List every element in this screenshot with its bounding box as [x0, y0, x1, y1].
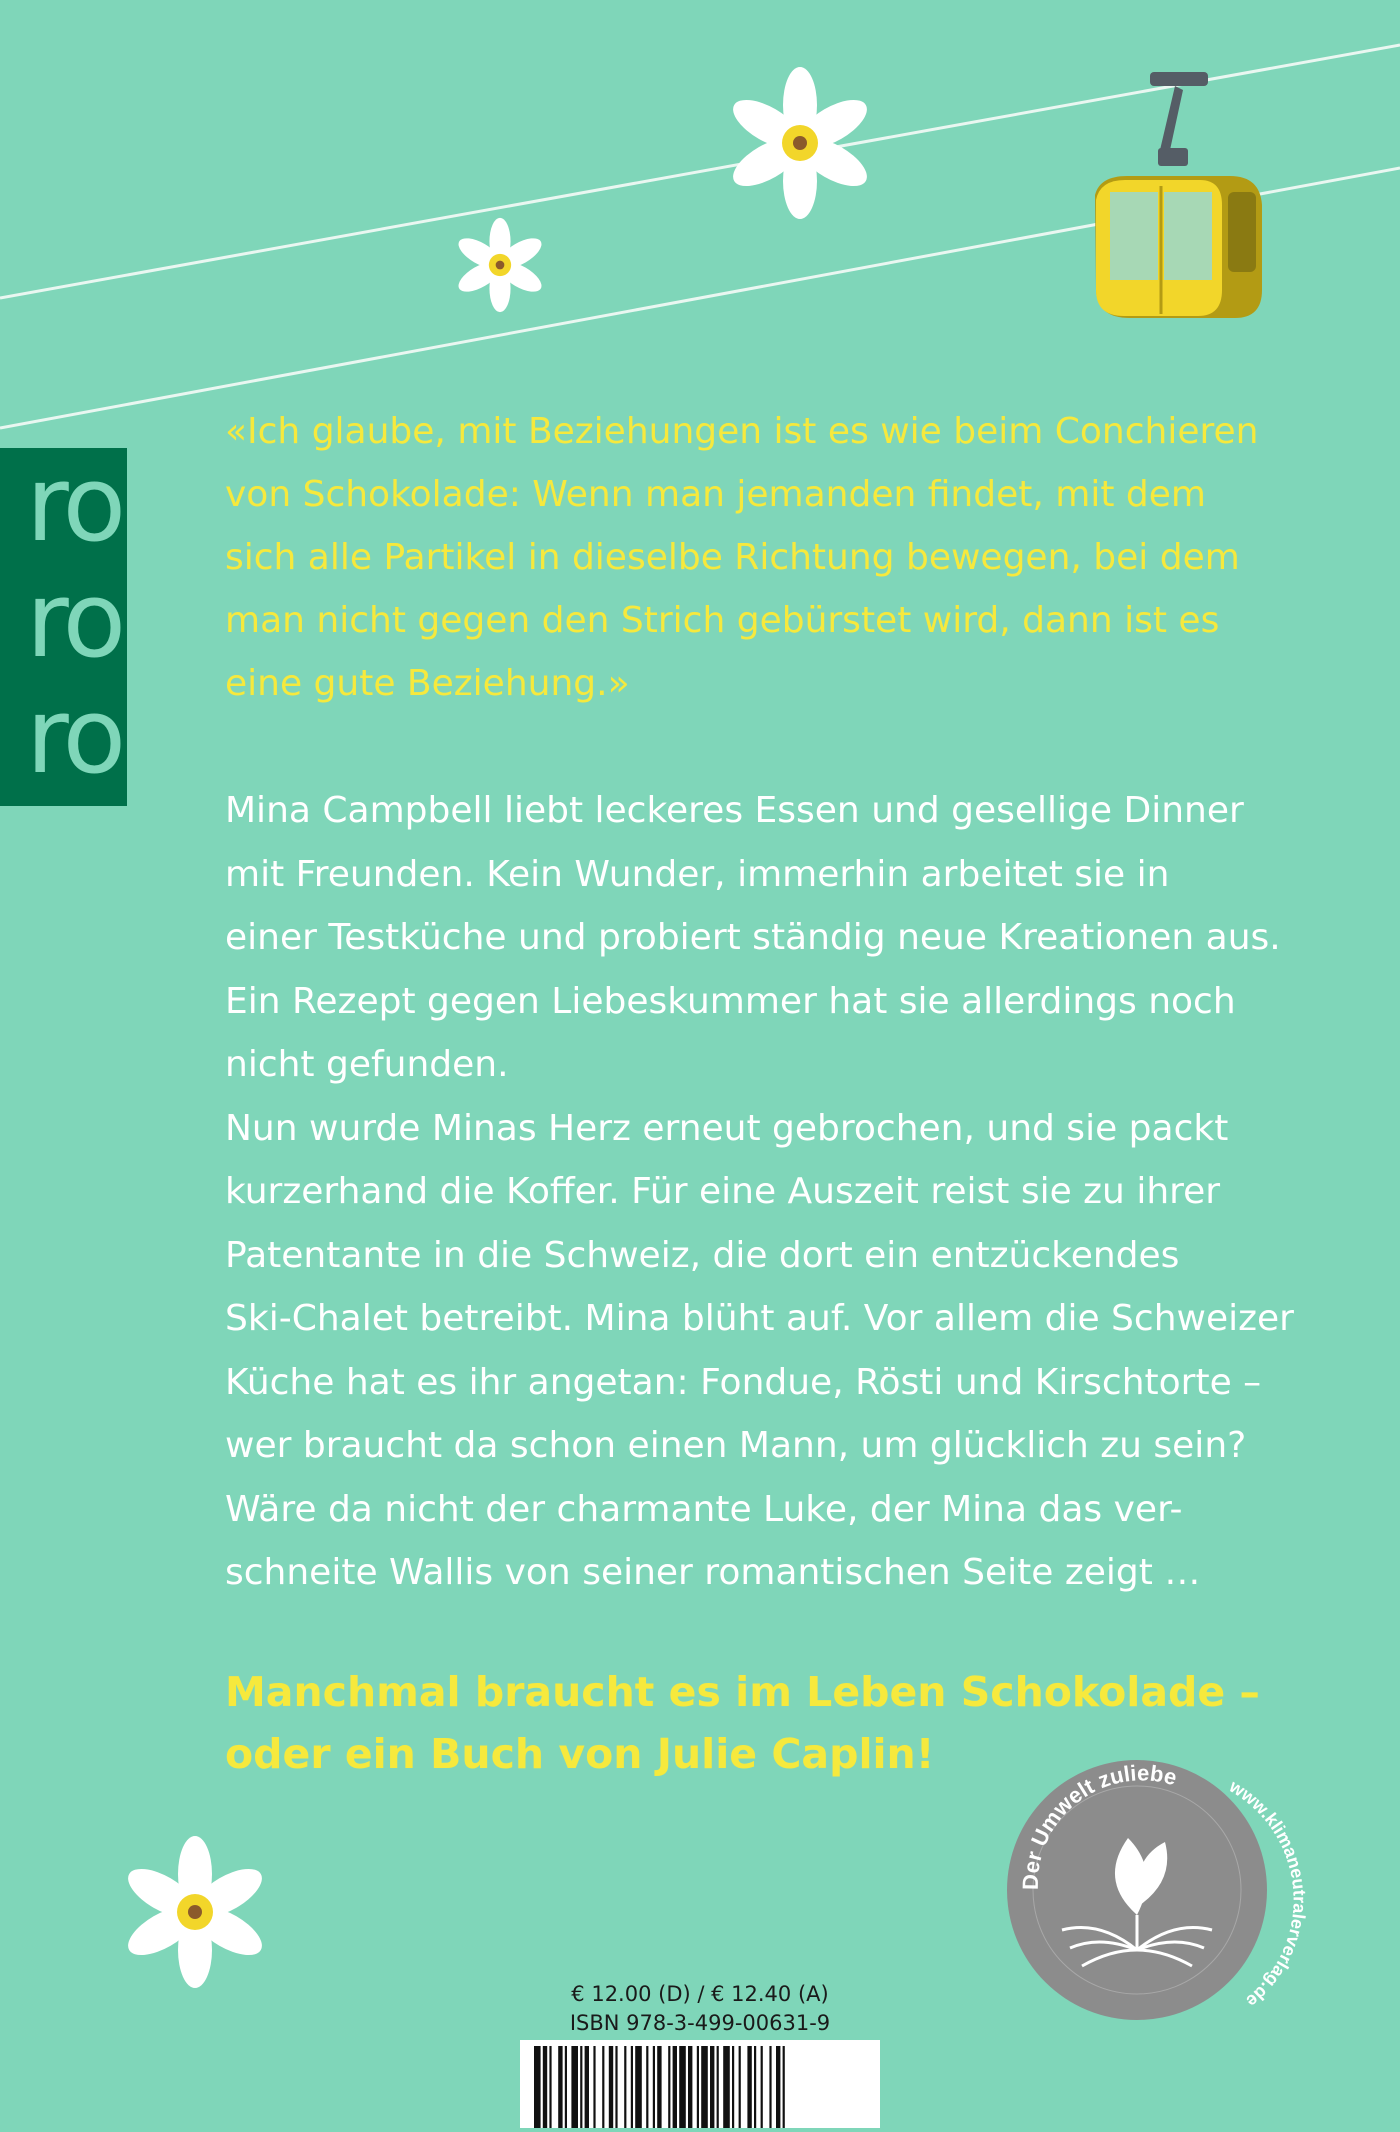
gondola-icon	[1095, 72, 1262, 318]
book-quote	[225, 400, 1335, 715]
eco-seal-url-text: www.klimaneutralerverlag.de	[1225, 1776, 1310, 2012]
quote-line: sich alle Partikel in dieselbe Richtung bewegen, bei dem	[225, 537, 1240, 578]
blurb-line: schneite Wallis von seiner romantischen Seite zeigt …	[225, 1552, 1201, 1593]
tagline-line: Manchmal braucht es im Leben Schokolade –	[225, 1668, 1260, 1716]
blurb-line: Wäre da nicht der charmante Luke, der Mina das ver-	[225, 1488, 1183, 1530]
blurb-line: Nun wurde Minas Herz erneut gebrochen, und sie packt	[225, 1107, 1229, 1149]
eco-seal-top-text: Der Umwelt zuliebe	[1017, 1760, 1180, 1891]
quote-line: man nicht gegen den Strich gebürstet wird, dann ist es	[225, 600, 1220, 641]
blurb-line: einer Testküche und probiert ständig neue Kreationen aus.	[225, 917, 1281, 958]
blurb-line: Ski-Chalet betreibt. Mina blüht auf. Vor allem die Schweizer	[225, 1298, 1294, 1339]
book-blurb	[225, 779, 1335, 1605]
price-info	[540, 1980, 860, 2038]
quote-line: eine gute Beziehung.»	[225, 663, 630, 704]
eco-seal	[1007, 1760, 1310, 2020]
tagline	[225, 1661, 1335, 1785]
quote-line: «Ich glaube, mit Beziehungen ist es wie beim Conchieren	[225, 411, 1259, 452]
blurb-line: nicht gefunden.	[225, 1044, 509, 1085]
quote-line: von Schokolade: Wenn man jemanden findet, mit dem	[225, 474, 1206, 515]
barcode-icon	[520, 2040, 880, 2128]
blurb-line: wer braucht da schon einen Mann, um glücklich zu sein?	[225, 1425, 1247, 1466]
blurb-line: Patentante in die Schweiz, die dort ein entzückendes	[225, 1234, 1180, 1276]
tagline-line: oder ein Buch von Julie Caplin!	[225, 1730, 935, 1778]
isbn-line: ISBN 978-3-499-00631-9	[569, 2011, 831, 2035]
edelweiss-flower-icon	[454, 218, 546, 312]
blurb-line: Ein Rezept gegen Liebeskummer hat sie allerdings noch	[225, 980, 1236, 1022]
publisher-logo-line: ro	[26, 559, 123, 681]
publisher-logo-line: ro	[26, 675, 123, 797]
publisher-logo-line: ro	[26, 448, 123, 565]
blurb-line: Küche hat es ihr angetan: Fondue, Rösti und Kirschtorte –	[225, 1361, 1262, 1403]
blurb-line: mit Freunden. Kein Wunder, immerhin arbeitet sie in	[225, 853, 1170, 895]
edelweiss-flower-icon	[121, 1836, 270, 1988]
blurb-line: kurzerhand die Koffer. Für eine Auszeit reist sie zu ihrer	[225, 1171, 1221, 1212]
publisher-logo	[0, 448, 127, 806]
price-line: € 12.00 (D) / € 12.40 (A)	[571, 1982, 829, 2006]
blurb-line: Mina Campbell liebt leckeres Essen und gesellige Dinner	[225, 790, 1244, 831]
barcode	[520, 2040, 880, 2128]
